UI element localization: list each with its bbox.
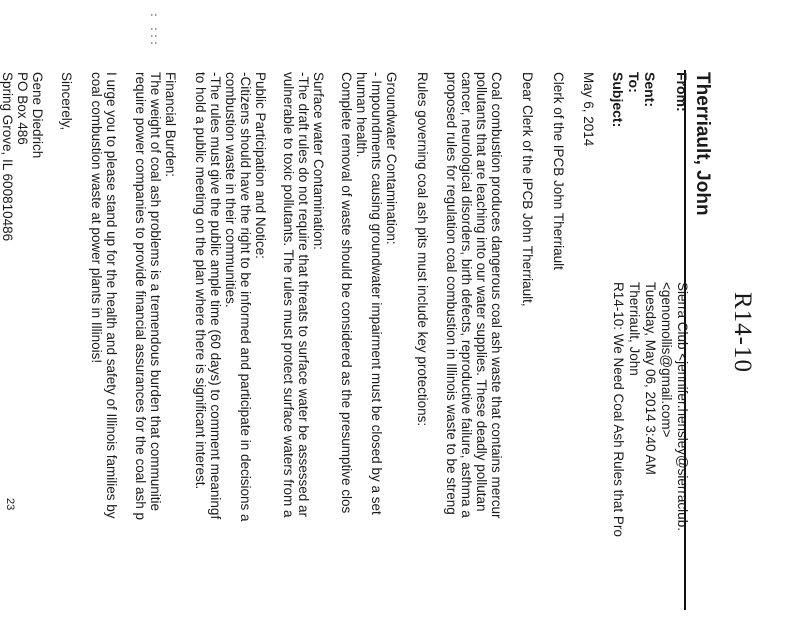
intro-line-4: proposed rules for regulation coal combustion in Illinois waste to be streng — [444, 72, 459, 515]
participation-heading: Public Participation and Notice: — [253, 72, 268, 259]
participation-line-4: to hold a public meeting on the plan where there is significant interest. — [193, 72, 208, 490]
signoff-line: Sincerely, — [59, 72, 74, 131]
subject-value: R14-10: We Need Coal Ash Rules that Pro — [611, 282, 626, 537]
rules-line: Rules governing coal ash pits must include key protections: — [415, 72, 430, 427]
sender-name-heading: Therriault, John — [692, 72, 713, 216]
from-email-value: <genomollis@gmail.com> — [659, 282, 674, 438]
intro-line-2: pollutants that are leaching into our water supplies. These deadly pollutan — [474, 72, 489, 512]
intro-line-1: Coal combustion produces dangerous coal ash waste that contains mercur — [489, 72, 504, 519]
participation-line-3: -The rules must give the public ample time (60 days) to comment meaningf — [208, 72, 223, 520]
participation-line-1: -Citizens should have the right to be informed and participate in decisions a — [238, 72, 253, 522]
docket-stamp: R14-10 — [729, 292, 756, 373]
groundwater-line-1: - Impoundments causing groundwater impairment must be closed by a set — [369, 72, 384, 515]
page-number: 23 — [4, 498, 16, 511]
from-value: Sierra Club <jennifer.hensley@sierraclub. — [675, 282, 690, 531]
sent-value: Tuesday, May 06, 2014 3:40 AM — [643, 282, 658, 475]
to-label: To: — [626, 72, 642, 93]
closing-line-1: I urge you to please stand up for the health and safety of Illinois families by — [104, 72, 119, 519]
financial-line-1: The weight of coal ash problems is a tremendous burden that communitie — [148, 72, 163, 511]
signature-address-2: Spring Grove, IL 600810486 — [0, 72, 15, 242]
groundwater-line-2: human health. — [354, 72, 369, 158]
scan-marks: : ::: — [147, 12, 158, 48]
surface-line-2: vulnerable to toxic pollutants. The rules must protect surface waters from a — [281, 72, 296, 518]
to-value: Therriault, John — [627, 282, 642, 376]
financial-line-2: require power companies to provide financial assurances for the coal ash p — [133, 72, 148, 520]
letter-date: May 6, 2014 — [581, 72, 596, 147]
groundwater-heading: Groundwater Contamination: — [384, 72, 399, 245]
from-label: From: — [674, 72, 690, 112]
intro-line-3: cancer, neurological disorders, birth defects, reproductive failure, asthma a — [459, 72, 474, 518]
surface-line-1: -The draft rules do not require that threats to surface water be assessed ar — [296, 72, 311, 517]
financial-heading: Financial Burden: — [163, 72, 178, 178]
salutation-line: Dear Clerk of the IPCB John Therriault, — [520, 72, 535, 307]
groundwater-line-3: Complete removal of waste should be considered as the presumptive clos — [339, 72, 354, 514]
sent-label: Sent: — [642, 72, 658, 107]
closing-line-2: coal combustion waste at power plants in Illinois! — [89, 72, 104, 364]
signature-address-1: PO Box 486 — [15, 72, 30, 145]
surface-heading: Surface water Contamination: — [311, 72, 326, 250]
addressee-line: Clerk of the IPCB John Therriault — [551, 72, 566, 270]
participation-line-2: combustion waste in their communities. — [223, 72, 238, 308]
subject-label: Subject: — [610, 72, 626, 128]
signature-name: Gene Diedrich — [30, 72, 45, 159]
